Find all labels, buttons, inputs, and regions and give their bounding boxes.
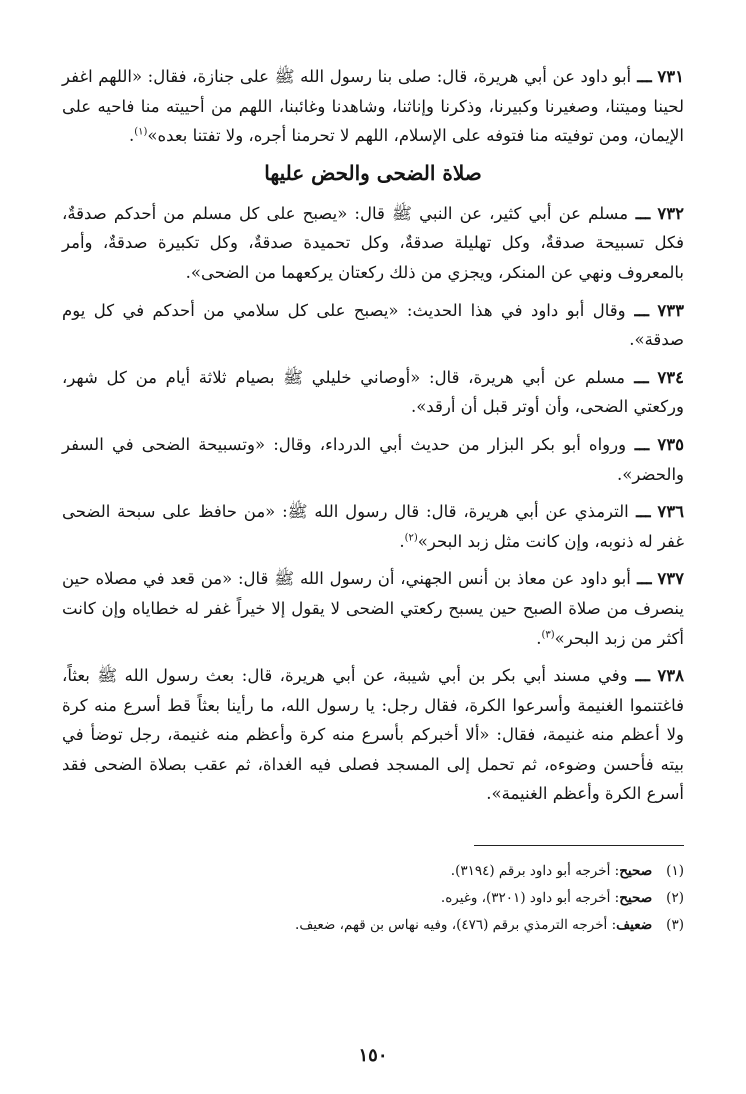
footnote-2 bbox=[62, 885, 684, 912]
footnote-text: : أخرجه أبو داود (٣٢٠١)، وغيره. bbox=[440, 890, 620, 907]
footnote-1 bbox=[62, 858, 684, 885]
footnote-ref: (١) bbox=[134, 126, 148, 138]
hadith-731: ٧٣١ ـــ أبو داود عن أبي هريرة، قال: صلى بنا رسول الله ﷺ على جنازة، فقال: «اللهم اغفر لحينا وميتنا، وصغيرنا وكبيرنا، وذكرنا وإناثنا، وشاهدنا وغائبنا، اللهم من أحييته منا فاحيه على الإيمان، ومن توفيته منا فتوفه على الإسلام، اللهم لا تحرمنا أجره، ولا تفتنا بعده»$^{(١)}$. bbox=[62, 67, 684, 146]
hadith-735: ٧٣٥ ـــ ورواه أبو بكر البزار من حديث أبي الدرداء، وقال: «وتسبيحة الضحى في السفر والحضر». bbox=[62, 434, 685, 484]
footnote-marker: (١) bbox=[666, 863, 684, 880]
hadith-text: أبو داود عن أبي هريرة، قال: صلى بنا رسول الله ﷺ على جنازة، فقال: «اللهم اغفر لحينا وميتنا، وصغيرنا وكبيرنا، وذكرنا وإناثنا، وشاهدنا وغائبنا، اللهم من أحييته منا فاحيه على الإيمان، ومن توفيته منا فتوفه على الإسلام، اللهم لا تحرمنا أجره، ولا تفتنا بعده» bbox=[62, 67, 684, 146]
hadith-number: ٧٣٨ bbox=[657, 666, 684, 686]
section-heading: صلاة الضحى والحض عليها bbox=[264, 160, 482, 185]
footnote-grade: صحيح bbox=[619, 890, 653, 907]
page-number: ١٥٠ bbox=[358, 1045, 388, 1066]
hadith-text: وقال أبو داود في هذا الحديث: «يصبح على كل سلامي من أحدكم في كل يوم صدقة». bbox=[62, 300, 684, 350]
hadith-736: ٧٣٦ ـــ الترمذي عن أبي هريرة، قال: قال رسول الله ﷺ: «من حافظ على سبحة الضحى غفر له ذنوبه، وإن كانت مثل زبد البحر»$^{(٢)}$. bbox=[62, 502, 685, 551]
footnote-grade: صحيح bbox=[619, 863, 653, 880]
footnote-divider bbox=[474, 845, 684, 846]
hadith-number: ٧٣٤ bbox=[657, 367, 684, 387]
footnote-marker: (٢) bbox=[666, 890, 684, 907]
footnote-text: : أخرجه الترمذي برقم (٤٧٦)، وفيه نهاس بن قهم، ضعيف. bbox=[295, 917, 617, 934]
hadith-text: مسلم عن أبي كثير، عن النبي ﷺ قال: «يصبح على كل مسلم من أحدكم صدقةٌ، فكل تسبيحة صدقةٌ، وكل تهليلة صدقةٌ، وكل تحميدة صدقةٌ، وكل تكبيرة صدقةٌ، وأمر بالمعروف ونهي عن المنكر، ويجزي من ذلك ركعتان يركعهما من الضحى». bbox=[62, 203, 684, 282]
hadith-number: ٧٣٦ bbox=[657, 502, 685, 522]
footnote-marker: (٣) bbox=[666, 917, 684, 934]
hadith-number: ٧٣٧ bbox=[657, 569, 684, 589]
hadith-text: الترمذي عن أبي هريرة، قال: قال رسول الله ﷺ: «من حافظ على سبحة الضحى غفر له ذنوبه، وإن كانت مثل زبد البحر» bbox=[62, 502, 684, 551]
footnote-3 bbox=[62, 912, 684, 939]
footnote-ref: (٣) bbox=[541, 629, 555, 640]
hadith-number: ٧٣٣ bbox=[657, 300, 684, 320]
hadith-number: ٧٣٢ bbox=[657, 203, 685, 223]
hadith-number: ٧٣٥ bbox=[657, 434, 685, 454]
hadith-text: وفي مسند أبي بكر بن أبي شيبة، عن أبي هريرة، قال: بعث رسول الله ﷺ بعثاً، فاغتنموا الغنيمة وأسرعوا الكرة، فقال رجل: يا رسول الله، ما رأينا بعثاً قط أسرع منه كرة ولا أعظم منه غنيمة، فقال: «ألا أخبركم بأسرع منه كرة وأعظم منه غنيمة، رجل توضأ في بيته فأحسن وضوءه، ثم تحمل إلى المسجد فصلى فيه الغداة، ثم عقب بصلاة الضحى فقد أسرع الكرة وأعظم الغنيمة». bbox=[62, 666, 684, 804]
hadith-738: ٧٣٨ ـــ وفي مسند أبي بكر بن أبي شيبة، عن أبي هريرة، قال: بعث رسول الله ﷺ بعثاً، فاغتنموا الغنيمة وأسرعوا الكرة، فقال رجل: يا رسول الله، ما رأينا بعثاً قط أسرع منه كرة ولا أعظم منه غنيمة، فقال: «ألا أخبركم بأسرع منه كرة وأعظم منه غنيمة، رجل توضأ في بيته فأحسن وضوءه، ثم تحمل إلى المسجد فصلى فيه الغداة، ثم عقب بصلاة الضحى فقد أسرع الكرة وأعظم الغنيمة». bbox=[62, 666, 684, 804]
footnote-grade: ضعيف bbox=[616, 917, 653, 934]
hadith-732: ٧٣٢ ـــ مسلم عن أبي كثير، عن النبي ﷺ قال: «يصبح على كل مسلم من أحدكم صدقةٌ، فكل تسبيحة صدقةٌ، وكل تهليلة صدقةٌ، وكل تحميدة صدقةٌ، وكل تكبيرة صدقةٌ، وأمر بالمعروف ونهي عن المنكر، ويجزي من ذلك ركعتان يركعهما من الضحى». bbox=[62, 203, 685, 282]
hadith-text: ورواه أبو بكر البزار من حديث أبي الدرداء، وقال: «وتسبيحة الضحى في السفر والحضر». bbox=[62, 434, 684, 484]
hadith-734: ٧٣٤ ـــ مسلم عن أبي هريرة، قال: «أوصاني خليلي ﷺ بصيام ثلاثة أيام من كل شهر، وركعتي الضحى، وأن أوتر قبل أن أرقد». bbox=[62, 367, 684, 417]
hadith-737: ٧٣٧ ـــ أبو داود عن معاذ بن أنس الجهني، أن رسول الله ﷺ قال: «من قعد في مصلاه حين ينصرف من صلاة الصبح حين يسبح ركعتي الضحى لا يقول إلا خيراً غفر له خطاياه وإن كانت أكثر من زبد البحر»$^{(٣)}$. bbox=[62, 569, 684, 648]
footnote-text: : أخرجه أبو داود برقم (٣١٩٤). bbox=[450, 863, 620, 880]
hadith-text: أبو داود عن معاذ بن أنس الجهني، أن رسول الله ﷺ قال: «من قعد في مصلاه حين ينصرف من صلاة الصبح حين يسبح ركعتي الضحى لا يقول إلا خيراً غفر له خطاياه وإن كانت أكثر من زبد البحر» bbox=[62, 569, 684, 648]
hadith-number: ٧٣١ bbox=[657, 67, 684, 86]
footnote-ref: (٢) bbox=[404, 532, 418, 544]
hadith-733: ٧٣٣ ـــ وقال أبو داود في هذا الحديث: «يصبح على كل سلامي من أحدكم في كل يوم صدقة». bbox=[62, 300, 684, 350]
hadith-text: مسلم عن أبي هريرة، قال: «أوصاني خليلي ﷺ بصيام ثلاثة أيام من كل شهر، وركعتي الضحى، وأن أوتر قبل أن أرقد». bbox=[62, 367, 684, 417]
